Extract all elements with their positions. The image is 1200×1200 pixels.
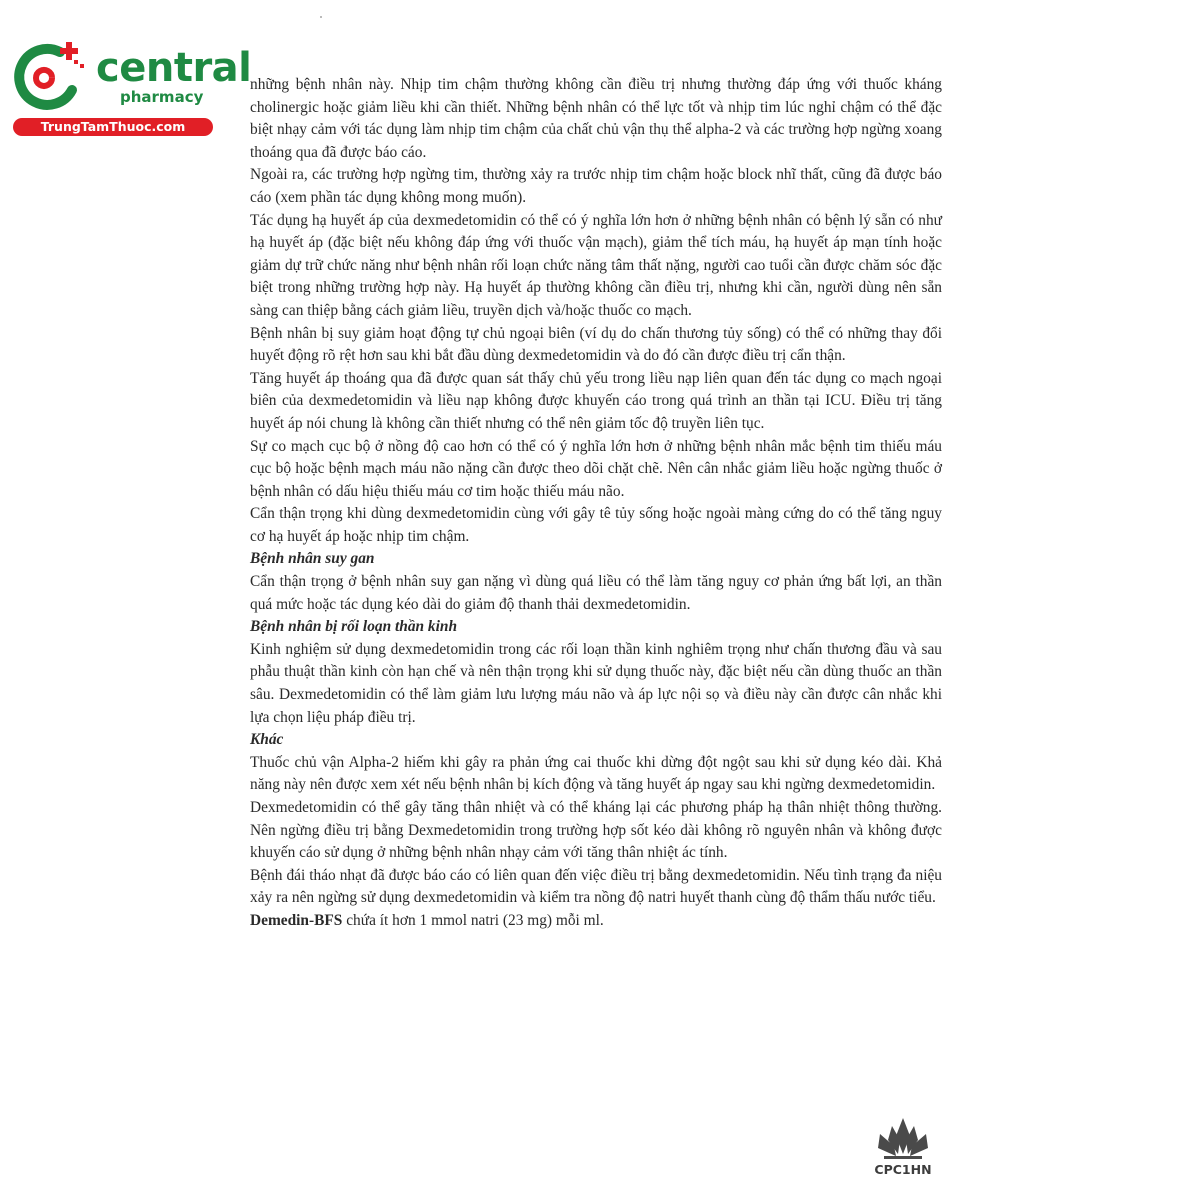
section-heading-other: Khác — [250, 731, 284, 749]
brand-name: central — [96, 45, 252, 91]
paragraph: những bệnh nhân này. Nhịp tim chậm thường không cần điều trị nhưng thường đáp ứng với thuốc kháng cholinergic hoặc giảm liều khi cần thiết. Những bệnh nhân có thể lực tốt và nhịp tim lúc nghỉ chậm có thể đặc biệt nhạy cảm với tác dụng làm nhịp tim chậm của chất chủ vận thụ thể alpha-2 và các trường hợp ngừng xoang thoáng qua đã được báo cáo. — [250, 76, 942, 161]
brand-subtitle: pharmacy — [120, 88, 204, 106]
manufacturer-name: CPC1HN — [874, 1162, 932, 1177]
section-heading-liver: Bệnh nhân suy gan — [250, 550, 375, 568]
paragraph: Dexmedetomidin có thể gây tăng thân nhiệt và có thể kháng lại các phương pháp hạ thân nhiệt thông thường. Nên ngừng điều trị bằng Dexmedetomidin trong trường hợp sốt kéo dài không rõ nguyên nhân và không được khuyến cáo sử dụng ở những bệnh nhân nhạy cảm với tăng thân nhiệt ác tính. — [250, 799, 942, 862]
leaflet-text — [250, 74, 942, 933]
cpc1-lotus-logo-icon — [858, 1114, 948, 1162]
paragraph: Bệnh nhân bị suy giảm hoạt động tự chủ ngoại biên (ví dụ do chấn thương tủy sống) có thể có những thay đổi huyết động rõ rệt hơn sau khi bắt đầu dùng dexmedetomidin và do đó cần được điều trị cẩn thận. — [250, 324, 942, 365]
paragraph: Cẩn thận trọng ở bệnh nhân suy gan nặng vì dùng quá liều có thể làm tăng nguy cơ phản ứng bất lợi, an thần quá mức hoặc tác dụng kéo dài do giảm độ thanh thải dexmedetomidin. — [250, 573, 942, 613]
pharmacy-cross-logo-icon — [10, 38, 90, 118]
paragraph: Cẩn thận trọng khi dùng dexmedetomidin cùng với gây tê tủy sống hoặc ngoài màng cứng do có thể tăng nguy cơ hạ huyết áp hoặc nhịp tim chậm. — [250, 505, 942, 545]
site-url-badge[interactable]: TrungTamThuoc.com — [13, 118, 213, 136]
manufacturer-logo — [858, 1114, 948, 1184]
paragraph: Bệnh đái tháo nhạt đã được báo cáo có liên quan đến việc điều trị bằng dexmedetomidin. Nếu tình trạng đa niệu xảy ra nên ngừng sử dụng dexmedetomidin và kiểm tra nồng độ natri huyết thanh cùng độ thẩm thấu nước tiểu. — [250, 866, 942, 907]
scan-speck — [320, 16, 322, 18]
sodium-note — [250, 910, 942, 933]
paragraph: Tác dụng hạ huyết áp của dexmedetomidin có thể có ý nghĩa lớn hơn ở những bệnh nhân có bệnh lý sẵn có như hạ huyết áp (đặc biệt nếu không đáp ứng với thuốc vận mạch), giảm thể tích máu, hạ huyết áp mạn tính hoặc giảm dự trữ chức năng như bệnh nhân rối loạn chức năng tâm thất nặng, người cao tuổi cần được chăm sóc đặc biệt trong những trường hợp này. Hạ huyết áp thường không cần điều trị, nhưng khi cần, người dùng nên sẵn sàng can thiệp bằng cách giảm liều, truyền dịch và/hoặc thuốc co mạch. — [250, 211, 942, 319]
paragraph: Tăng huyết áp thoáng qua đã được quan sát thấy chủ yếu trong liều nạp liên quan đến tác dụng co mạch ngoại biên của dexmedetomidin và liều nạp không được khuyến cáo trong quá trình an thần tại ICU. Điều trị tăng huyết áp nói chung là không cần thiết nhưng có thể nên giảm tốc độ truyền liên tục. — [250, 369, 942, 432]
paragraph: Thuốc chủ vận Alpha-2 hiếm khi gây ra phản ứng cai thuốc khi dừng đột ngột sau khi sử dụng kéo dài. Khả năng này nên được xem xét nếu bệnh nhân bị kích động và tăng huyết áp ngay sau khi ngừng dexmedetomidin. — [250, 753, 942, 794]
central-pharmacy-logo[interactable] — [10, 38, 252, 138]
product-name: Demedin-BFS — [250, 911, 343, 929]
paragraph: Kinh nghiệm sử dụng dexmedetomidin trong các rối loạn thần kinh nghiêm trọng như chấn thương đầu và sau phẫu thuật thần kinh còn hạn chế và nên thận trọng khi sử dụng thuốc này, đặc biệt nếu cần dùng thuốc an thần sâu. Dexmedetomidin có thể làm giảm lưu lượng máu não và áp lực nội sọ và điều này cần được cân nhắc khi lựa chọn liệu pháp điều trị. — [250, 640, 942, 726]
paragraph: Ngoài ra, các trường hợp ngừng tim, thường xảy ra trước nhịp tim chậm hoặc block nhĩ thất, cũng đã được báo cáo (xem phần tác dụng không mong muốn). — [250, 166, 942, 206]
section-heading-neuro: Bệnh nhân bị rối loạn thần kinh — [250, 618, 458, 636]
paragraph: Sự co mạch cục bộ ở nồng độ cao hơn có thể có ý nghĩa lớn hơn ở những bệnh nhân mắc bệnh tim thiếu máu cục bộ hoặc bệnh mạch máu não nặng cần được theo dõi chặt chẽ. Nên cân nhắc giảm liều hoặc ngừng thuốc ở bệnh nhân có dấu hiệu thiếu máu cơ tim hoặc thiếu máu não. — [250, 437, 942, 500]
sodium-text: chứa ít hơn 1 mmol natri (23 mg) mỗi ml. — [342, 911, 604, 929]
